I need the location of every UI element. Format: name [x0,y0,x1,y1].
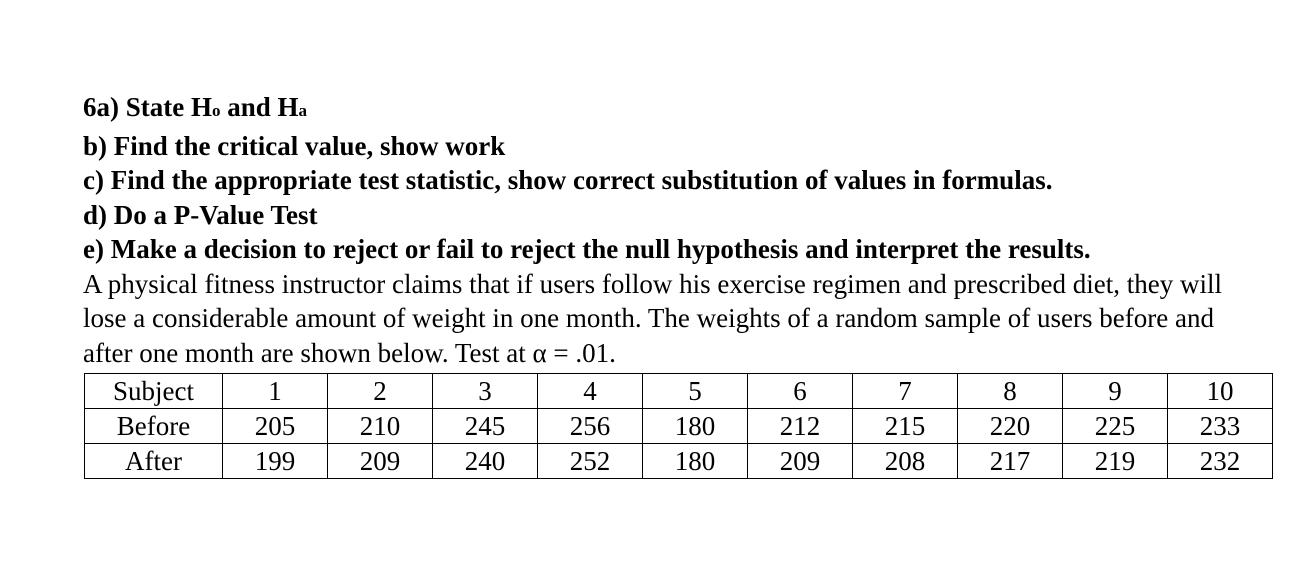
question-6a-middle: and H [220,92,299,122]
table-row-subject [85,374,1273,409]
table-cell: 7 [853,374,958,409]
table-cell: 10 [1168,374,1273,409]
table-cell: 180 [643,409,748,444]
table-cell: 256 [538,409,643,444]
table-cell: 4 [538,374,643,409]
table-cell: 219 [1063,444,1168,479]
row-label: After [85,444,223,479]
table-cell: 6 [748,374,853,409]
question-block [83,90,1243,370]
problem-statement: A physical fitness instructor claims that if users follow his exercise regimen and prescribed diet, they will lose a considerable amount of weight in one month. The weights of a random sample of users before and after one month are shown below. Test at α = .01. [83,268,1222,368]
table-cell: 1 [223,374,328,409]
question-6e: e) Make a decision to reject or fail to reject the null hypothesis and interpret the results. [83,234,1091,264]
table-cell: 205 [223,409,328,444]
table-cell: 209 [328,444,433,479]
table-cell: 8 [958,374,1063,409]
table-cell: 180 [643,444,748,479]
table-cell: 9 [1063,374,1168,409]
table-cell: 240 [433,444,538,479]
table-cell: 225 [1063,409,1168,444]
question-6a [83,90,1243,129]
table-cell: 5 [643,374,748,409]
table-row-before [85,409,1273,444]
table-cell: 199 [223,444,328,479]
table-cell: 215 [853,409,958,444]
row-label: Subject [85,374,223,409]
weights-table [84,373,1273,479]
table-cell: 2 [328,374,433,409]
table-cell: 245 [433,409,538,444]
table-cell: 252 [538,444,643,479]
table-cell: 210 [328,409,433,444]
table-cell: 217 [958,444,1063,479]
question-6a-prefix: 6a) State H [83,92,212,122]
table-cell: 220 [958,409,1063,444]
null-hypothesis-subscript: o [211,101,221,120]
table-cell: 3 [433,374,538,409]
table-cell: 209 [748,444,853,479]
alternative-hypothesis-subscript: a [298,101,308,120]
question-6b: b) Find the critical value, show work [83,130,506,161]
table-cell: 208 [853,444,958,479]
table-cell: 212 [748,409,853,444]
table-cell: 233 [1168,409,1273,444]
question-6d: d) Do a P-Value Test [83,199,318,230]
row-label: Before [85,409,223,444]
table-row-after [85,444,1273,479]
table-cell: 232 [1168,444,1273,479]
question-6c: c) Find the appropriate test statistic, show correct substitution of values in formulas. [83,165,1053,195]
